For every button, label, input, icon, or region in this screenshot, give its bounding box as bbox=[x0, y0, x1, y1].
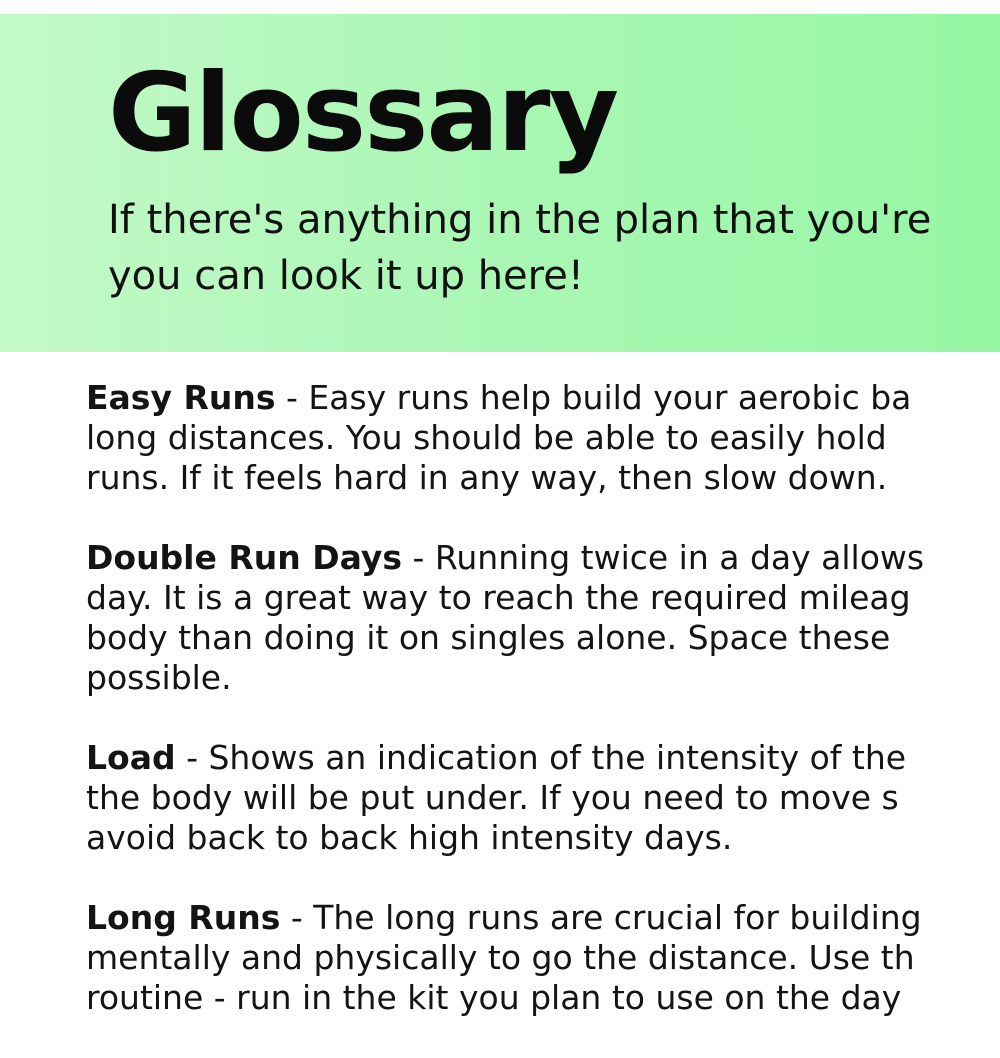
entry-term: Load bbox=[86, 738, 176, 777]
entry-term: Double Run Days bbox=[86, 538, 403, 577]
glossary-entry-long-runs bbox=[86, 898, 1000, 1018]
entry-first-line bbox=[86, 738, 1000, 778]
entry-term: Easy Runs bbox=[86, 378, 276, 417]
page-subtitle bbox=[108, 192, 1000, 304]
entry-line: body than doing it on singles alone. Space these bbox=[86, 618, 891, 657]
glossary-entry-double-run-days bbox=[86, 538, 1000, 698]
entry-line: runs. If it feels hard in any way, then slow down. bbox=[86, 458, 888, 497]
entry-term: Long Runs bbox=[86, 898, 281, 937]
entry-text: - Easy runs help build your aerobic ba bbox=[275, 378, 912, 417]
entry-line: routine - run in the kit you plan to use on the day bbox=[86, 978, 902, 1017]
entry-line: the body will be put under. If you need to move s bbox=[86, 778, 899, 817]
entry-line: mentally and physically to go the distance. Use th bbox=[86, 938, 915, 977]
glossary-entry-easy-runs bbox=[86, 378, 1000, 498]
glossary-list bbox=[86, 378, 1000, 1058]
subtitle-line: you can look it up here! bbox=[108, 253, 584, 299]
entry-first-line bbox=[86, 898, 1000, 938]
entry-first-line bbox=[86, 538, 1000, 578]
subtitle-line: If there's anything in the plan that you're bbox=[108, 197, 932, 243]
entry-line: long distances. You should be able to easily hold bbox=[86, 418, 887, 457]
page-title: Glossary bbox=[108, 51, 617, 176]
glossary-header bbox=[0, 14, 1000, 352]
entry-line: avoid back to back high intensity days. bbox=[86, 818, 733, 857]
entry-first-line bbox=[86, 378, 1000, 418]
entry-line: day. It is a great way to reach the required mileag bbox=[86, 578, 911, 617]
entry-text: - Running twice in a day allows bbox=[402, 538, 925, 577]
glossary-entry-load bbox=[86, 738, 1000, 858]
entry-text: - Shows an indication of the intensity of the bbox=[175, 738, 907, 777]
entry-line: possible. bbox=[86, 658, 232, 697]
entry-text: - The long runs are crucial for building bbox=[280, 898, 922, 937]
